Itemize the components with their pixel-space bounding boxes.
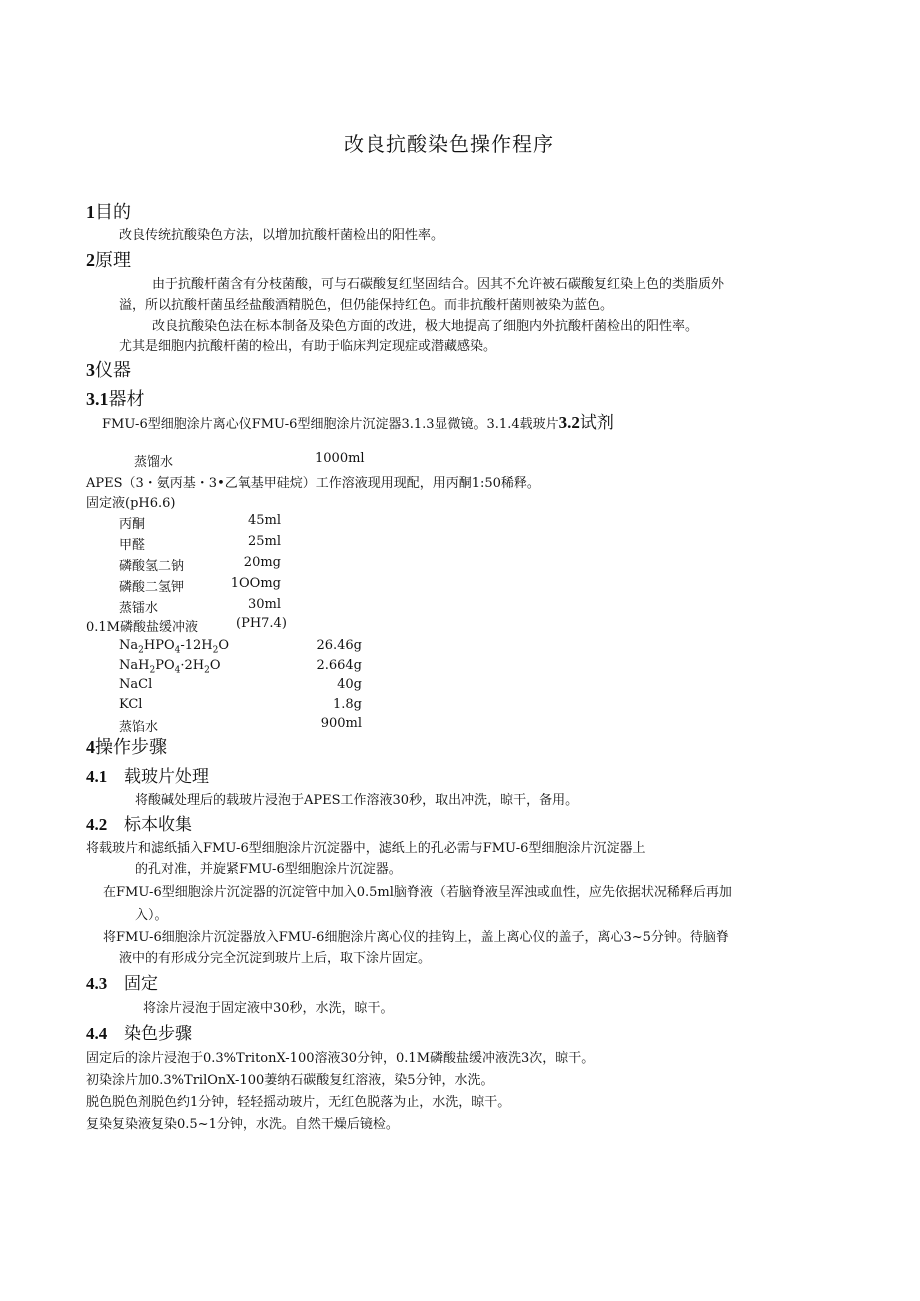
staining-step: 初染涂片加0.3%TrilOnX-100萋纳石碳酸复红溶液，染5分钟，水洗。	[86, 1073, 494, 1088]
section-number: 4.4	[86, 1024, 108, 1043]
paragraph-line: 溢，所以抗酸杆菌虽经盐酸酒精脱色，但仍能保持红色。而非抗酸杆菌则被染为蓝色。	[119, 298, 614, 313]
reagent-name: 蒸馅水	[119, 720, 159, 735]
reagent-name: 蒸馏水	[134, 455, 174, 470]
section-2-heading	[86, 246, 131, 272]
reagent-value: 26.46g	[316, 638, 362, 653]
reagent-name: 丙酮	[119, 517, 146, 532]
reagent-value: 20mg	[243, 555, 281, 570]
section-number: 3.2	[558, 413, 580, 432]
section-number: 3.1	[86, 389, 109, 409]
paragraph-line: 改良抗酸染色法在标本制备及染色方面的改进，极大地提高了细胞内外抗酸杆菌检出的阳性率。	[152, 319, 699, 334]
section-label: 染色步骤	[124, 1024, 192, 1044]
reagent-value: 1OOmg	[230, 576, 281, 591]
equipment-line	[102, 408, 614, 433]
paragraph-line: 液中的有形成分完全沉淀到玻片上后，取下涂片固定。	[119, 951, 432, 966]
paragraph-line: 的孔对准，并旋紧FMU-6型细胞涂片沉淀器。	[135, 862, 402, 877]
paragraph: 改良传统抗酸染色方法，以增加抗酸杆菌检出的阳性率。	[119, 228, 445, 243]
equipment-text: FMU-6型细胞涂片离心仪FMU-6型细胞涂片沉淀器3.1.3显微镜。3.1.4载玻片	[102, 417, 559, 432]
reagent-value: 30ml	[247, 597, 281, 612]
paragraph: 将酸碱处理后的载玻片浸泡于APES工作溶液30秒，取出冲洗，晾干，备用。	[135, 793, 579, 808]
section-label: 载玻片处理	[124, 767, 209, 787]
staining-step: 脱色脱色剂脱色约1分钟，轻轻摇动玻片，无红色脱落为止，水洗，晾干。	[86, 1095, 511, 1110]
paragraph-line: 将载玻片和滤纸插入FMU-6型细胞涂片沉淀器中，滤纸上的孔必需与FMU-6型细胞涂片沉淀器上	[86, 841, 646, 856]
section-number: 2	[86, 250, 95, 270]
section-number: 4	[86, 737, 95, 757]
section-number: 4.2	[86, 815, 108, 834]
reagent-name: KCl	[119, 696, 143, 712]
section-number: 1	[86, 202, 95, 222]
section-4-2-heading	[86, 810, 192, 835]
reagent-value: 45ml	[247, 513, 281, 528]
section-number: 3	[86, 360, 95, 380]
section-label: 固定	[124, 974, 158, 994]
paragraph-line: 在FMU-6型细胞涂片沉淀器的沉淀管中加入0.5ml脑脊液（若脑脊液呈浑浊或血性，应先依据状况稀释后再加	[103, 885, 732, 900]
reagent-value: 1000ml	[315, 451, 365, 466]
reagent-name: $NaH_2PO_4\cdot 2H_2O$	[119, 657, 221, 676]
paragraph-line: 尤其是细胞内抗酸杆菌的检出，有助于临床判定现症或潜藏感染。	[119, 339, 497, 354]
staining-step: 复染复染液复染0.5~1分钟，水洗。自然干燥后镜检。	[86, 1117, 399, 1132]
paragraph: 将涂片浸泡于固定液中30秒，水洗，晾干。	[143, 1001, 394, 1016]
reagent-value: 25ml	[247, 534, 281, 549]
section-label: 标本收集	[124, 815, 192, 835]
reagent-name: 蒸镭水	[119, 601, 159, 616]
reagent-name: NaCl	[119, 677, 153, 692]
staining-step: 固定后的涂片浸泡于0.3%TritonX-100溶液30分钟，0.1M磷酸盐缓冲液洗3次，晾干。	[86, 1051, 595, 1066]
reagent-name: $Na_2HPO_4-12H_2O$	[119, 638, 230, 656]
buffer-heading: 0.1M磷酸盐缓冲液	[86, 620, 198, 635]
reagent-value: 900ml	[320, 716, 362, 731]
section-label: 器材	[108, 389, 145, 410]
section-4-4-heading	[86, 1019, 192, 1044]
section-label: 原理	[95, 250, 131, 271]
section-3-2-label: 试剂	[579, 413, 614, 433]
apes-line: APES（3・氨丙基・3•乙氧基甲硅烷）工作溶液现用现配，用丙酮1:50稀释。	[86, 476, 540, 491]
section-label: 目的	[95, 202, 131, 223]
fixative-heading: 固定液(pH6.6)	[86, 496, 176, 511]
paragraph-line: 入）。	[135, 908, 168, 923]
section-4-3-heading	[86, 969, 158, 994]
reagent-value: 1.8g	[333, 696, 362, 712]
section-number: 4.3	[86, 974, 108, 993]
page-title: 改良抗酸染色操作程序	[344, 132, 554, 156]
section-3-heading	[86, 356, 131, 382]
paragraph-line: 将FMU-6细胞涂片沉淀器放入FMU-6细胞涂片离心仪的挂钩上，盖上离心仪的盖子，离心3~5分钟。待脑脊	[103, 930, 729, 945]
paragraph-line: 由于抗酸杆菌含有分枝菌酸，可与石碳酸复红坚固结合。因其不允许被石碳酸复红染上色的类脂质外	[152, 277, 725, 292]
reagent-value: 2.664g	[316, 657, 362, 673]
section-1-heading	[86, 198, 131, 224]
reagent-name: 甲醛	[119, 538, 146, 553]
reagent-name: 磷酸二氢钾	[119, 580, 185, 595]
reagent-name: 磷酸氢二钠	[119, 559, 185, 574]
section-4-1-heading	[86, 762, 209, 787]
section-number: 4.1	[86, 767, 108, 786]
section-label: 操作步骤	[95, 737, 167, 758]
section-4-heading	[86, 733, 167, 759]
reagent-value: 40g	[337, 677, 362, 692]
section-label: 仪器	[95, 360, 131, 381]
buffer-ph: (PH7.4)	[236, 616, 287, 631]
